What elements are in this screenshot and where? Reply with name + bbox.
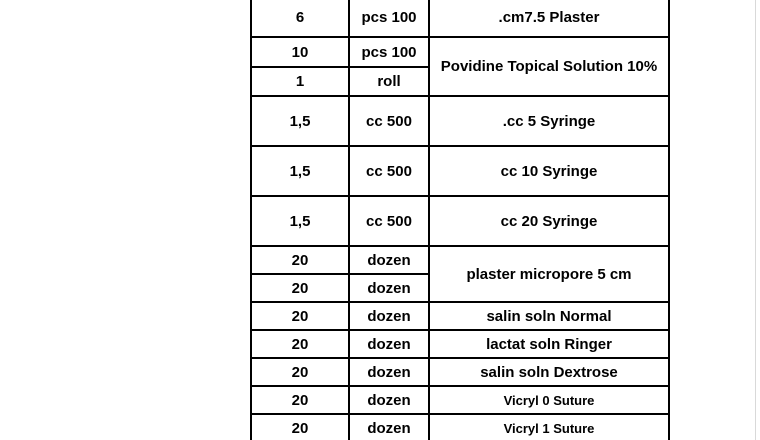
supply-table bbox=[250, 36, 670, 440]
table-row bbox=[251, 96, 669, 146]
unit-cell: cc 500 bbox=[349, 96, 429, 146]
item-cell: Povidine Topical Solution 10% bbox=[429, 37, 669, 96]
item-cell: .cm7.5 Plaster bbox=[429, 0, 669, 38]
unit-cell: dozen bbox=[349, 274, 429, 302]
item-cell: Vicryl 1 Suture bbox=[429, 414, 669, 440]
unit-cell: dozen bbox=[349, 414, 429, 440]
table-row bbox=[251, 246, 669, 274]
unit-cell: pcs 100 bbox=[349, 37, 429, 67]
unit-cell: roll bbox=[349, 67, 429, 96]
table-row bbox=[251, 330, 669, 358]
table-row bbox=[251, 146, 669, 196]
quantity-cell: 20 bbox=[251, 358, 349, 386]
unit-cell: dozen bbox=[349, 246, 429, 274]
quantity-cell: 6 bbox=[251, 0, 349, 38]
item-cell: plaster micropore 5 cm bbox=[429, 246, 669, 302]
table-row bbox=[251, 386, 669, 414]
item-cell: Vicryl 0 Suture bbox=[429, 386, 669, 414]
table-row bbox=[251, 302, 669, 330]
table-row bbox=[251, 196, 669, 246]
table-row bbox=[251, 0, 669, 38]
item-cell: lactat soln Ringer bbox=[429, 330, 669, 358]
quantity-cell: 1 bbox=[251, 67, 349, 96]
item-cell: cc 20 Syringe bbox=[429, 196, 669, 246]
page-edge-divider bbox=[755, 0, 756, 440]
unit-cell: dozen bbox=[349, 358, 429, 386]
quantity-cell: 20 bbox=[251, 330, 349, 358]
quantity-cell: 20 bbox=[251, 414, 349, 440]
table-row bbox=[251, 414, 669, 440]
quantity-cell: 10 bbox=[251, 37, 349, 67]
unit-cell: dozen bbox=[349, 330, 429, 358]
quantity-cell: 20 bbox=[251, 302, 349, 330]
item-cell: salin soln Normal bbox=[429, 302, 669, 330]
unit-cell: dozen bbox=[349, 386, 429, 414]
item-cell: salin soln Dextrose bbox=[429, 358, 669, 386]
quantity-cell: 1,5 bbox=[251, 96, 349, 146]
unit-cell: dozen bbox=[349, 302, 429, 330]
supply-table-top bbox=[250, 0, 670, 39]
unit-cell: cc 500 bbox=[349, 146, 429, 196]
unit-cell: cc 500 bbox=[349, 196, 429, 246]
table-row bbox=[251, 358, 669, 386]
quantity-cell: 20 bbox=[251, 274, 349, 302]
item-cell: .cc 5 Syringe bbox=[429, 96, 669, 146]
quantity-cell: 1,5 bbox=[251, 196, 349, 246]
quantity-cell: 20 bbox=[251, 386, 349, 414]
item-cell: cc 10 Syringe bbox=[429, 146, 669, 196]
quantity-cell: 1,5 bbox=[251, 146, 349, 196]
table-row bbox=[251, 37, 669, 67]
quantity-cell: 20 bbox=[251, 246, 349, 274]
unit-cell: pcs 100 bbox=[349, 0, 429, 38]
